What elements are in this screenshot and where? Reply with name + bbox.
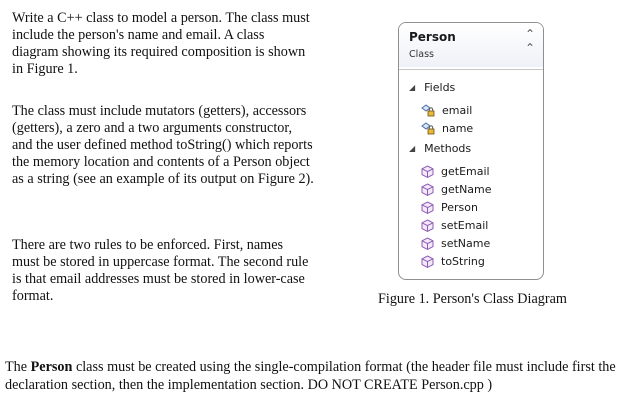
collapse-chevron-icon[interactable]: ⌃ ⌃ (524, 27, 535, 55)
figure-caption: Figure 1. Person's Class Diagram (378, 291, 567, 307)
expand-triangle-icon: ◢ (409, 144, 416, 153)
method-name: toString (441, 254, 485, 268)
method-cube-icon (421, 183, 434, 196)
fields-section-header[interactable] (409, 81, 455, 94)
class-name: Person (409, 30, 456, 44)
field-item (421, 102, 472, 118)
footer-rest: class must be created using the single-compilation format (the header file must include first the declaration section, then the implementation section. DO NOT CREATE Person.cpp ) (5, 359, 616, 393)
field-lock-icon (421, 122, 435, 135)
method-cube-icon (421, 201, 434, 214)
method-item (421, 199, 478, 215)
method-cube-icon (421, 237, 434, 250)
method-item (421, 181, 492, 197)
method-name: getName (441, 182, 492, 196)
class-diagram-header (399, 23, 543, 67)
header-divider (399, 69, 543, 70)
footer-prefix: The (5, 359, 31, 375)
class-diagram (398, 22, 544, 280)
method-item (421, 217, 488, 233)
method-item (421, 163, 490, 179)
method-name: Person (441, 200, 478, 214)
field-name: name (442, 121, 474, 135)
class-stereotype: Class (409, 49, 434, 60)
method-cube-icon (421, 219, 434, 232)
method-item (421, 253, 485, 269)
footer-paragraph (5, 358, 617, 394)
methods-section-header[interactable] (409, 142, 471, 155)
method-name: getEmail (441, 164, 490, 178)
intro-paragraph-1: Write a C++ class to model a person. The class must include the person's name and email. A class diagram showing its required composition is shown in Figure 1. (12, 10, 310, 77)
method-cube-icon (421, 165, 434, 178)
method-cube-icon (421, 255, 434, 268)
method-name: setName (441, 236, 491, 250)
method-name: setEmail (441, 218, 489, 232)
field-name: email (442, 103, 473, 117)
methods-label: Methods (424, 142, 472, 155)
footer-bold-word: Person (30, 359, 73, 375)
intro-paragraph-3: There are two rules to be enforced. First, names must be stored in uppercase format. The second rule is that email addresses must be stored in lower-case format. (12, 237, 309, 304)
fields-label: Fields (424, 81, 456, 94)
field-item (421, 120, 473, 136)
method-item (421, 235, 490, 251)
field-lock-icon (421, 104, 435, 117)
expand-triangle-icon: ◢ (409, 83, 416, 92)
intro-paragraph-2: The class must include mutators (getters), accessors (getters), a zero and a two arguments constructor, and the user defined method toString() which reports the memory location and contents of a Person object as a string (see an example of its output on Figure 2). (12, 103, 314, 187)
